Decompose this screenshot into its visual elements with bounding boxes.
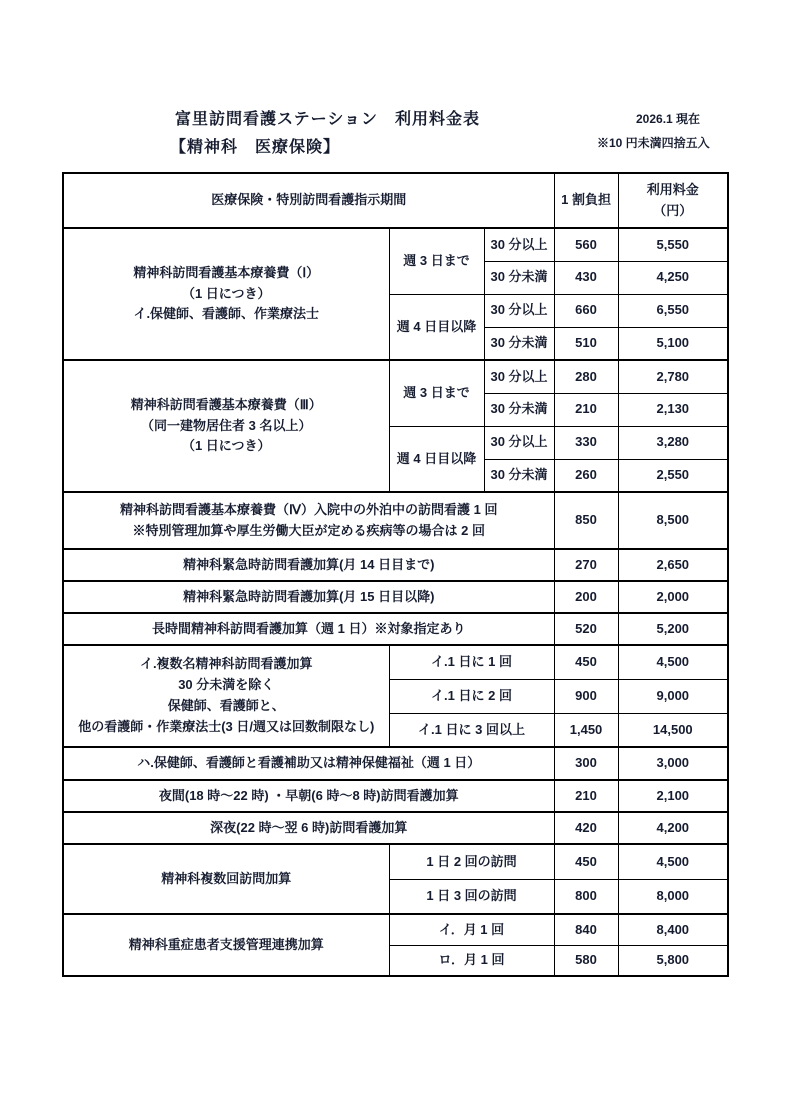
fee-cell: 8,000 (618, 879, 728, 914)
desc-cell-s7 (63, 645, 389, 747)
column-header-fee-label: 利用料金 (646, 181, 699, 197)
fee-table (62, 172, 729, 977)
fee-cell: 4,200 (618, 812, 728, 844)
copay-cell: 520 (554, 613, 618, 645)
fee-cell: 5,800 (618, 945, 728, 976)
fee-cell: 5,550 (618, 228, 728, 261)
desc-line: ※特別管理加算や厚生労働大臣が定める疾病等の場合は 2 回 (132, 522, 485, 538)
sub-cell: 1 日 2 回の訪問 (389, 844, 554, 879)
desc-line: 精神科訪問看護基本療養費（Ⅳ）入院中の外泊中の訪問看護 1 回 (120, 501, 498, 517)
group-cell: 週 3 日まで (389, 228, 484, 294)
desc-line: （1 日につき） (181, 438, 271, 454)
document-title: 富里訪問看護ステーション 利用料金表 (175, 111, 481, 128)
sub-cell: 30 分未満 (484, 261, 554, 294)
fee-cell: 5,100 (618, 327, 728, 360)
desc-line: 保健師、看護師と、 (167, 698, 285, 713)
table-header-row (63, 173, 728, 228)
copay-cell: 280 (554, 360, 618, 393)
fee-cell: 8,500 (618, 492, 728, 549)
sub-cell: 30 分未満 (484, 459, 554, 492)
sub-cell: イ.1 日に 3 回以上 (389, 713, 554, 747)
table-row (63, 747, 728, 780)
desc-cell-s12: 精神科重症患者支援管理連携加算 (63, 914, 389, 976)
copay-cell: 1,450 (554, 713, 618, 747)
fee-cell: 2,130 (618, 393, 728, 426)
table-row (63, 492, 728, 549)
fee-cell: 5,200 (618, 613, 728, 645)
as-of-date: 2026.1 現在 (636, 112, 701, 126)
desc-line: （1 日につき） (181, 285, 271, 301)
sub-cell: 30 分以上 (484, 294, 554, 327)
sub-cell: 30 分以上 (484, 360, 554, 393)
column-header-fee (618, 173, 728, 228)
table-row (63, 914, 728, 945)
sub-cell: イ．月 1 回 (389, 914, 554, 945)
table-row (63, 581, 728, 613)
desc-line: 他の看護師・作業療法士(3 日/週又は回数制限なし) (78, 718, 375, 734)
sub-cell: ロ．月 1 回 (389, 945, 554, 976)
desc-cell-s10: 深夜(22 時～翌 6 時)訪問看護加算 (63, 812, 554, 844)
sub-cell: イ.1 日に 1 回 (389, 645, 554, 679)
copay-cell: 210 (554, 393, 618, 426)
column-header-period: 医療保険・特別訪問看護指示期間 (63, 173, 554, 228)
fee-cell: 2,650 (618, 549, 728, 581)
desc-cell-s1 (63, 228, 389, 360)
sub-cell: 1 日 3 回の訪問 (389, 879, 554, 914)
fee-cell: 3,280 (618, 426, 728, 459)
group-cell: 週 4 日目以降 (389, 294, 484, 360)
copay-cell: 560 (554, 228, 618, 261)
desc-cell-s2 (63, 360, 389, 492)
fee-cell: 2,550 (618, 459, 728, 492)
copay-cell: 900 (554, 679, 618, 713)
column-header-copay: 1 割負担 (554, 173, 618, 228)
desc-line: イ.保健師、看護師、作業療法士 (133, 306, 320, 322)
desc-cell-s3 (63, 492, 554, 549)
fee-cell: 4,500 (618, 844, 728, 879)
group-cell: 週 4 日目以降 (389, 426, 484, 492)
fee-cell: 8,400 (618, 914, 728, 945)
fee-cell: 4,250 (618, 261, 728, 294)
table-row (63, 360, 728, 393)
desc-line: 30 分未満を除く (178, 677, 275, 693)
copay-cell: 450 (554, 645, 618, 679)
fee-cell: 2,000 (618, 581, 728, 613)
sub-cell: 30 分未満 (484, 327, 554, 360)
desc-line: イ.複数名精神科訪問看護加算 (139, 656, 313, 672)
copay-cell: 330 (554, 426, 618, 459)
copay-cell: 580 (554, 945, 618, 976)
copay-cell: 430 (554, 261, 618, 294)
desc-line: 精神科訪問看護基本療養費（Ⅲ） (130, 396, 322, 412)
table-row (63, 780, 728, 812)
sub-cell: イ.1 日に 2 回 (389, 679, 554, 713)
desc-cell-s9: 夜間(18 時～22 時) ・早朝(6 時～8 時)訪問看護加算 (63, 780, 554, 812)
desc-cell-s6: 長時間精神科訪問看護加算（週 1 日）※対象指定あり (63, 613, 554, 645)
desc-line: （同一建物居住者 3 名以上） (141, 417, 312, 433)
copay-cell: 420 (554, 812, 618, 844)
rounding-note: ※10 円未満四捨五入 (597, 136, 710, 150)
group-cell: 週 3 日まで (389, 360, 484, 426)
fee-cell: 2,780 (618, 360, 728, 393)
column-header-fee-unit: （円） (653, 202, 693, 218)
fee-cell: 4,500 (618, 645, 728, 679)
desc-cell-s8: ハ.保健師、看護師と看護補助又は精神保健福祉（週 1 日） (63, 747, 554, 780)
table-row (63, 645, 728, 679)
desc-cell-s4: 精神科緊急時訪問看護加算(月 14 日目まで) (63, 549, 554, 581)
copay-cell: 510 (554, 327, 618, 360)
table-row (63, 549, 728, 581)
copay-cell: 300 (554, 747, 618, 780)
table-row (63, 812, 728, 844)
desc-cell-s11: 精神科複数回訪問加算 (63, 844, 389, 914)
fee-cell: 14,500 (618, 713, 728, 747)
desc-cell-s5: 精神科緊急時訪問看護加算(月 15 日目以降) (63, 581, 554, 613)
copay-cell: 450 (554, 844, 618, 879)
fee-cell: 9,000 (618, 679, 728, 713)
copay-cell: 840 (554, 914, 618, 945)
table-row (63, 228, 728, 261)
copay-cell: 850 (554, 492, 618, 549)
table-row (63, 613, 728, 645)
copay-cell: 800 (554, 879, 618, 914)
copay-cell: 270 (554, 549, 618, 581)
document-subtitle: 【精神科 医療保険】 (170, 139, 341, 156)
copay-cell: 200 (554, 581, 618, 613)
fee-cell: 6,550 (618, 294, 728, 327)
sub-cell: 30 分以上 (484, 228, 554, 261)
copay-cell: 210 (554, 780, 618, 812)
table-row (63, 844, 728, 879)
fee-cell: 3,000 (618, 747, 728, 780)
sub-cell: 30 分以上 (484, 426, 554, 459)
fee-cell: 2,100 (618, 780, 728, 812)
copay-cell: 260 (554, 459, 618, 492)
sub-cell: 30 分未満 (484, 393, 554, 426)
desc-line: 精神科訪問看護基本療養費（Ⅰ） (133, 264, 320, 280)
copay-cell: 660 (554, 294, 618, 327)
